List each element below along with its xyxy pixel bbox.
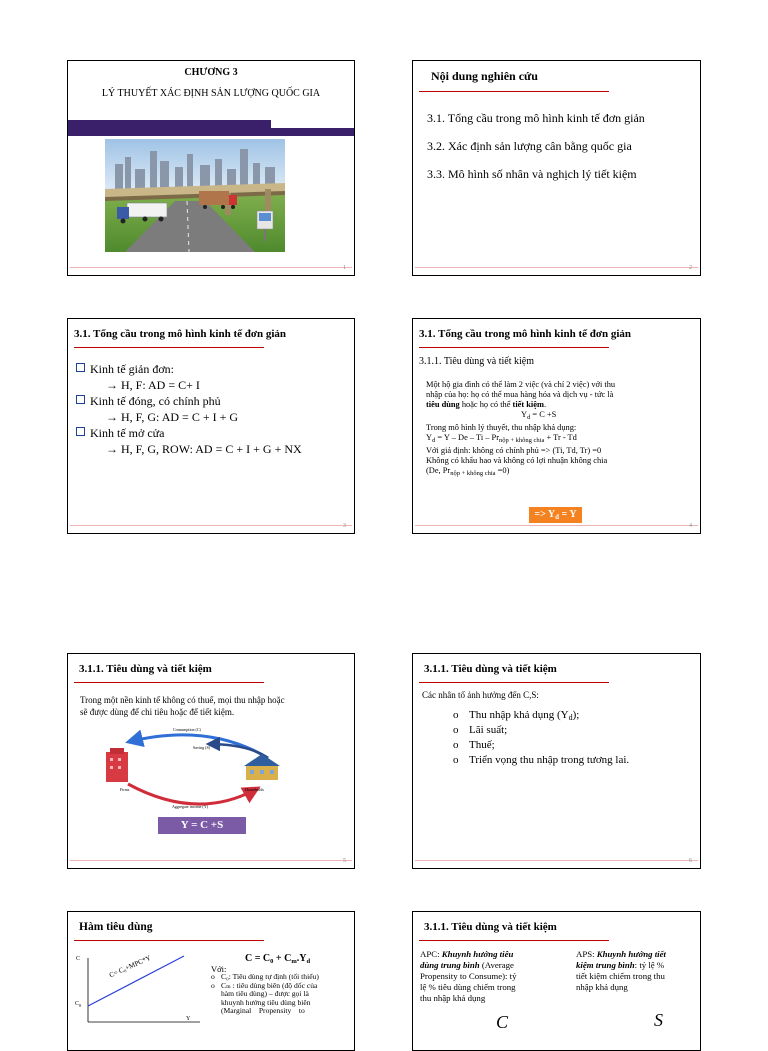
bullet-sub-1: → H, F: AD = C+ I [106,378,200,392]
emphasis: Khuynh hướng tiết [596,949,666,959]
aps-definition: APS: Khuynh hướng tiết kiệm trung bình: tỷ lệ % tiết kiệm chiếm trong thu nhập khả dụng [576,949,666,992]
axis-label-c: C [76,956,81,962]
emphasis: kiệm trung bình [576,960,635,970]
circle-bullet-icon: o [453,709,459,721]
slide-8 [412,911,701,1051]
definition-list [211,973,353,1016]
factor-item-4: o Triển vọng thu nhập trong tương lai. [453,754,630,766]
firms-icon [106,748,128,782]
slide-7 [67,911,355,1051]
slide-title: 3.1.1. Tiêu dùng và tiết kiệm [79,663,212,675]
paragraph-line: Trong một nền kinh tế không có thuế, mọi thu nhập hoặc [80,695,285,705]
slide-title: 3.1.1. Tiêu dùng và tiết kiệm [424,921,557,933]
definition-item-cm: o Cₘ : tiêu dùng biên (độ dốc của [211,980,318,990]
paragraph-line: sẽ được dùng để chi tiêu hoặc để tiết kiệm. [80,707,235,717]
axis-label-c0: $C_0$ [75,1001,82,1008]
paragraph-line: Một hộ gia đình có thể làm 2 việc (và chỉ 2 việc) với thu [426,380,616,389]
emphasis: Khuynh hướng tiêu [441,949,514,959]
factors-intro: Các nhân tố ảnh hưởng đến C,S: [422,690,539,700]
bullet-item-1: Kinh tế giản đơn: [76,362,174,377]
page-number: 6 [689,858,692,864]
highway-photo [105,139,285,252]
circle-bullet-icon: o [453,754,459,766]
paragraph-line: Trong mô hình lý thuyết, thu nhập khả dụng: [426,423,577,432]
slide-title: 3.1. Tổng cầu trong mô hình kinh tế đơn giản [74,328,286,340]
title-band-tab [271,120,354,128]
slide-3 [67,318,355,534]
title-underline [419,940,609,941]
paragraph-line: Không có khấu hao và không có lợi nhuận không chia [426,456,608,465]
apc-formula-numerator: C [496,1012,509,1032]
factor-item-2: o Lãi suất; [453,724,508,736]
equation-badge: Y = C +S [158,817,246,834]
apc-definition: APC: Khuynh hướng tiêu dùng trung bình (Average Propensity to Consume): tỷ lệ % tiêu dùng chiếm trong thu nhập khả dụng [420,949,517,1003]
equation-yd: $Y_d = C +S$ [521,410,557,421]
title-underline [74,682,264,683]
slide-footer-line [415,860,698,861]
chapter-title: LÝ THUYẾT XÁC ĐỊNH SẢN LƯỢNG QUỐC GIA [101,88,321,99]
highway-illustration [105,139,285,252]
slide-title: Nội dung nghiên cứu [431,69,538,83]
factor-item-3: o Thuế; [453,739,495,751]
slide-title: 3.1.1. Tiêu dùng và tiết kiệm [424,663,557,675]
definition-line: hàm tiêu dùng) – được gọi là [221,989,309,999]
page-number: 5 [343,858,346,864]
label-households: Households [245,787,264,792]
label-consumption: Consumption (C) [173,727,201,732]
label-aggregate-income: Aggregate income (Y) [172,804,208,809]
title-underline [419,682,609,683]
emphasis: tiết kiệm [512,400,544,409]
paragraph-line: (De, $Pr_{nộp + không chia} =0$) [426,466,510,477]
aps-formula-numerator: S [654,1010,663,1030]
consumption-equation: $C = C_0 + C_m.Y_d$ [245,953,311,965]
page-number: 4 [689,523,692,529]
axis-label-y: Y [186,1016,191,1022]
circle-bullet-icon: o [453,724,459,736]
page-number: 1 [343,265,346,271]
factor-item-1: o Thu nhập khả dụng $(Y_d)$; [453,709,580,722]
title-underline [419,91,609,92]
bullet-sub-3: → H, F, G, ROW: AD = C + I + G + NX [106,442,302,456]
slide-1 [67,60,355,276]
checkbox-bullet-icon [76,427,85,436]
page-number: 2 [689,265,692,271]
slide-footer-line [415,525,698,526]
bullet-item-2: Kinh tế đóng, có chính phủ [76,394,221,409]
definition-line: (Marginal Propensity to [221,1006,305,1016]
slide-footer-line [70,525,352,526]
bullet-sub-2: → H, F, G: AD = C + I + G [106,410,239,424]
paragraph-line: nhập của họ: họ có thể mua hàng hóa và dịch vụ - tức là [426,390,614,399]
definition-item-c0: o C₀: Tiêu dùng tự định (tối thiểu) [211,972,319,981]
slide-footer-line [70,860,352,861]
title-underline [74,347,264,348]
result-badge: => $Y_d = Y$ [529,507,582,523]
definition-line: khuynh hướng tiêu dùng biên [221,997,311,1007]
content-item-2: 3.2. Xác định sản lượng cân bằng quốc gia [427,139,632,153]
checkbox-bullet-icon [76,363,85,372]
slide-4 [412,318,701,534]
bullet-item-3: Kinh tế mở cửa [76,426,165,441]
emphasis: dùng trung bình [420,960,480,970]
with-label: Với: [211,964,227,974]
slide-title: 3.1. Tổng cầu trong mô hình kinh tế đơn giản [419,328,631,340]
slide-footer-line [415,267,698,268]
content-item-3: 3.3. Mô hình số nhân và nghịch lý tiết kiệm [427,167,637,181]
checkbox-bullet-icon [76,395,85,404]
households-icon [244,754,280,780]
consumption-line-label: C= C₀+MPC*Y [108,953,153,980]
chapter-label: CHƯƠNG 3 [184,67,238,78]
emphasis: tiêu dùng [426,400,460,409]
label-saving: Saving (S) [193,745,210,750]
label-firms: Firms [120,787,130,792]
slide-title: Hàm tiêu dùng [79,921,153,933]
paragraph-line: Với giả định: không có chính phủ => (Ti, Td, Tr) =0 [426,446,602,455]
circle-bullet-icon: o [453,739,459,751]
circular-flow-diagram [98,722,288,814]
slide-6 [412,653,701,869]
slide-2 [412,60,701,276]
body-text [426,380,696,479]
title-underline [74,940,264,941]
content-item-1: 3.1. Tổng cầu trong mô hình kinh tế đơn giản [427,111,645,125]
section-subtitle: 3.1.1. Tiêu dùng và tiết kiệm [419,356,534,367]
slide-5 [67,653,355,869]
paragraph-line: tiêu dùng hoặc họ có thể tiết kiệm. [426,400,547,409]
slide-footer-line [70,267,352,268]
page-number: 3 [343,523,346,529]
equation-disposable-income: $Y_d = Y - De - Ti - Pr_{nộp + không chia} + Tr - Td$ [426,433,577,444]
title-underline [419,347,609,348]
